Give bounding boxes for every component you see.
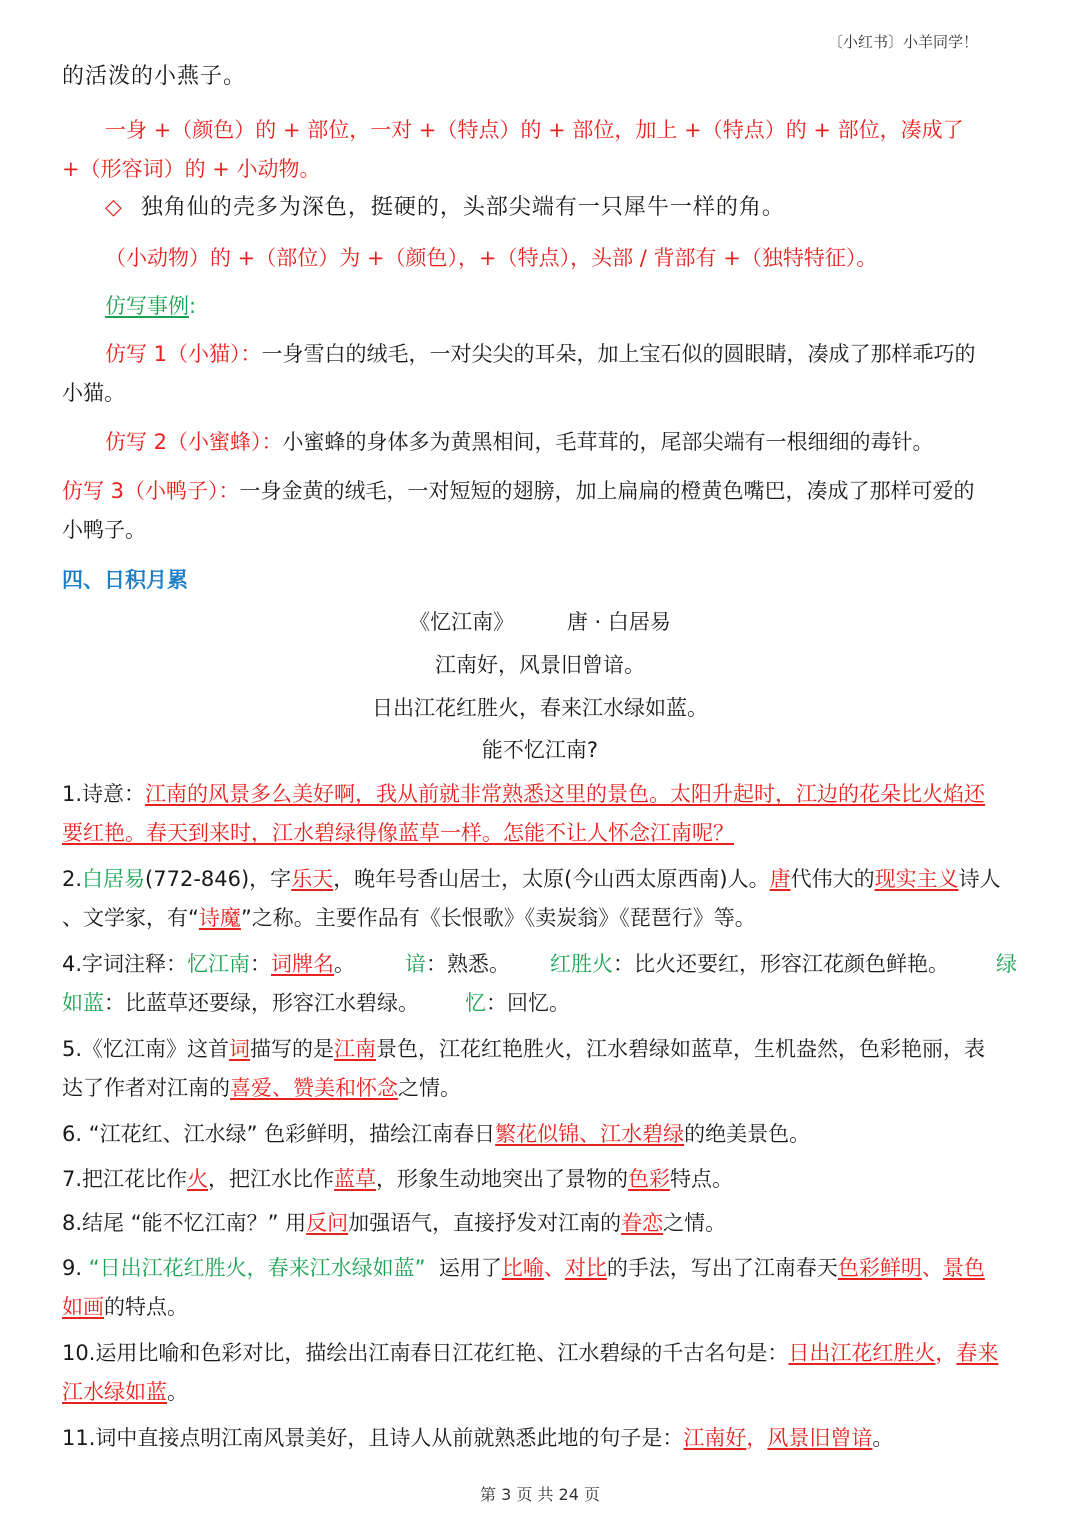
imitation-heading-text: 仿写事例 — [105, 294, 189, 318]
note-2-line-1 — [62, 864, 1001, 894]
note-5-jiangnan: 江南 — [334, 1037, 377, 1061]
note-9-scenery-a: 景色 — [942, 1256, 985, 1280]
note-9-sep: 、 — [543, 1256, 565, 1280]
example-2-text: 独角仙的壳多为深色，挺硬的，头部尖端有一只犀牛一样的角。 — [140, 195, 785, 220]
note-2-realism: 现实主义 — [874, 867, 959, 891]
note-4-word-5: 忆 — [465, 991, 486, 1015]
poem-line-1: 江南好，风景旧曾谙。 — [435, 653, 645, 677]
intro-tail: 的活泼的小燕子。 — [62, 64, 247, 89]
note-7-text-4: 特点。 — [670, 1167, 734, 1191]
note-5-ci: 词 — [229, 1037, 251, 1061]
note-1-line-1 — [62, 779, 985, 809]
note-10-line-b-start: 春来 — [956, 1341, 999, 1365]
note-2-moniker: 诗魔 — [198, 906, 241, 930]
imitation-3-text: 一身金黄的绒毛，一对短短的翅膀，加上扁扁的橙黄色嘴巴，凑成了那样可爱的 — [239, 479, 975, 503]
imitation-heading — [105, 291, 196, 321]
poem-line-3: 能不忆江南? — [481, 738, 599, 762]
note-4-def-1: 词牌名 — [271, 952, 335, 976]
note-9-text-2: 运用了 — [425, 1256, 502, 1280]
note-11-end: 。 — [872, 1426, 894, 1450]
note-2-dynasty: 唐 — [769, 867, 791, 891]
note-2-num: 2. — [62, 867, 83, 891]
note-2-text-1: (772-846)，字 — [145, 867, 292, 891]
note-9-vivid: 色彩鲜明 — [837, 1256, 922, 1280]
note-4-word-3: 红胜火 — [550, 952, 614, 976]
note-6-text-1: 6. “江花红、江水绿” 色彩鲜明，描绘江南春日 — [62, 1122, 496, 1146]
note-2-courtesy-name: 乐天 — [291, 867, 334, 891]
note-5-text-4: 达了作者对江南的 — [62, 1076, 230, 1100]
poem-title-line — [0, 607, 1080, 637]
note-2-text-6: ”之称。主要作品有《长恨歌》《卖炭翁》《琵琶行》等。 — [240, 906, 756, 930]
note-7-fire: 火 — [187, 1167, 209, 1191]
note-5-text-2: 描写的是 — [250, 1037, 335, 1061]
note-9-text-1: 9. — [62, 1256, 89, 1280]
note-8 — [62, 1208, 726, 1238]
note-10-line-2 — [62, 1377, 188, 1407]
poem-title: 《忆江南》 — [409, 610, 515, 634]
page-footer: 第 3 页 共 24 页 — [480, 1485, 600, 1504]
note-6-text-2: 的绝美景色。 — [684, 1122, 811, 1146]
note-4-word-4a: 绿 — [996, 952, 1017, 976]
note-7-color: 色彩 — [628, 1167, 671, 1191]
note-9-contrast: 对比 — [564, 1256, 607, 1280]
note-1-meaning-2: 要红艳。春天到来时，江水碧绿得像蓝草一样。怎能不让人怀念江南呢？ — [62, 821, 734, 845]
note-4-def-4: ：比蓝草还要绿，形容江水碧绿。 — [104, 991, 419, 1015]
note-7-indigo: 蓝草 — [334, 1167, 377, 1191]
note-7-text-1: 7.把江花比作 — [62, 1167, 188, 1191]
imitation-2-text: 小蜜蜂的身体多为黄黑相间，毛茸茸的，尾部尖端有一根细细的毒针。 — [282, 430, 934, 454]
example-2 — [105, 193, 785, 223]
note-2-poet-name: 白居易 — [82, 867, 146, 891]
note-7 — [62, 1164, 733, 1194]
imitation-3-line-2: 小鸭子。 — [62, 518, 146, 542]
template-1-line-1: 一身 +（颜色）的 + 部位，一对 +（特点）的 + 部位，加上 +（特点）的 + 部位，凑成了 — [105, 118, 964, 142]
poem-author: 唐 · 白居易 — [566, 610, 671, 634]
note-9-line-1 — [62, 1253, 985, 1283]
note-10-end: 。 — [167, 1380, 188, 1404]
note-6-highlight: 繁花似锦、江水碧绿 — [495, 1122, 685, 1146]
poem-line-2: 日出江花红胜火，春来江水绿如蓝。 — [372, 696, 708, 720]
note-9-text-4: 的特点。 — [104, 1295, 188, 1319]
imitation-2 — [105, 427, 934, 457]
note-9-metaphor: 比喻 — [501, 1256, 544, 1280]
template-1-line-2: +（形容词）的 + 小动物。 — [62, 157, 321, 181]
note-2-text-3: 代伟大的 — [790, 867, 875, 891]
note-6 — [62, 1119, 810, 1149]
note-7-text-2: ，把江水比作 — [208, 1167, 335, 1191]
note-2-text-5: 、文学家，有“ — [62, 906, 199, 930]
note-5-text-1: 5.《忆江南》这首 — [62, 1037, 230, 1061]
note-4-colon: ： — [250, 952, 272, 976]
note-11-sep: ， — [746, 1426, 768, 1450]
note-10-line-b-end: 江水绿如蓝 — [62, 1380, 167, 1404]
note-1-meaning-1: 江南的风景多么美好啊，我从前就非常熟悉这里的景色。太阳升起时，江边的花朵比火焰还 — [145, 782, 986, 806]
section-4-title: 四、日积月累 — [62, 568, 188, 592]
note-9-scenery-b: 如画 — [62, 1295, 104, 1319]
imitation-3-line-1 — [62, 476, 975, 506]
imitation-1-line-1 — [105, 339, 976, 369]
header-tag: 〔小红书〕小羊同学！ — [828, 33, 979, 51]
note-5-line-2 — [62, 1073, 461, 1103]
note-4-def-3: ：比火还要红，形容江花颜色鲜艳。 — [613, 952, 950, 976]
note-10-line-a: 日出江花红胜火 — [788, 1341, 936, 1365]
imitation-1-line-2: 小猫。 — [62, 381, 125, 405]
note-8-rhetorical: 反问 — [306, 1211, 349, 1235]
note-11-answer-2: 风景旧曾谙 — [767, 1426, 873, 1450]
note-11-text-1: 11.词中直接点明江南风景美好，且诗人从前就熟悉此地的句子是： — [62, 1426, 684, 1450]
note-9-quote: “日出江花红胜火，春来江水绿如蓝” — [88, 1256, 426, 1280]
note-4-prefix: 4.字词注释： — [62, 952, 188, 976]
note-4-word-4b: 如蓝 — [62, 991, 104, 1015]
note-7-text-3: ，形象生动地突出了景物的 — [376, 1167, 629, 1191]
note-11 — [62, 1423, 893, 1453]
note-9-sep-2: 、 — [921, 1256, 943, 1280]
note-2-text-2: ，晚年号香山居士，太原(今山西太原西南)人。 — [333, 867, 770, 891]
note-2-line-2 — [62, 903, 756, 933]
note-8-text-1: 8.结尾 “能不忆江南？” 用 — [62, 1211, 307, 1235]
note-4-period: 。 — [334, 952, 356, 976]
template-2: （小动物）的 +（部位）为 +（颜色），+（特点），头部 / 背部有 +（独特特征）。 — [105, 246, 878, 270]
note-4-def-2: ：熟悉。 — [426, 952, 511, 976]
note-8-text-3: 之情。 — [663, 1211, 727, 1235]
note-5-emotion: 喜爱、赞美和怀念 — [230, 1076, 398, 1100]
note-5-line-1 — [62, 1034, 985, 1064]
imitation-heading-colon: : — [189, 294, 197, 318]
note-9-text-3: 的手法，写出了江南春天 — [606, 1256, 838, 1280]
note-4-word-2: 谙 — [405, 952, 427, 976]
note-5-text-3: 景色，江花红艳胜火，江水碧绿如蓝草，生机盎然，色彩艳丽，表 — [376, 1037, 986, 1061]
imitation-3-label: 仿写 3（小鸭子）： — [62, 479, 240, 503]
note-4-word-1: 忆江南 — [187, 952, 251, 976]
note-11-answer-1: 江南好 — [683, 1426, 747, 1450]
note-10-line-1 — [62, 1338, 998, 1368]
note-4-line-1 — [62, 949, 949, 979]
imitation-1-label: 仿写 1（小猫）： — [105, 342, 262, 366]
note-10-text-1: 10.运用比喻和色彩对比，描绘出江南春日江花红艳、江水碧绿的千古名句是： — [62, 1341, 789, 1365]
note-1-prefix: 1.诗意： — [62, 782, 146, 806]
note-4-line-2 — [62, 988, 570, 1018]
imitation-1-text: 一身雪白的绒毛，一对尖尖的耳朵，加上宝石似的圆眼睛，凑成了那样乖巧的 — [261, 342, 976, 366]
note-4-def-5: ：回忆。 — [486, 991, 570, 1015]
note-10-sep: ， — [935, 1341, 957, 1365]
note-5-text-5: 之情。 — [398, 1076, 461, 1100]
note-8-longing: 眷恋 — [621, 1211, 664, 1235]
note-9-line-2 — [62, 1292, 188, 1322]
diamond-bullet-icon: ◇ — [105, 195, 123, 220]
imitation-2-label: 仿写 2（小蜜蜂）： — [105, 430, 283, 454]
note-2-text-4: 诗人 — [958, 867, 1001, 891]
note-8-text-2: 加强语气，直接抒发对江南的 — [348, 1211, 622, 1235]
